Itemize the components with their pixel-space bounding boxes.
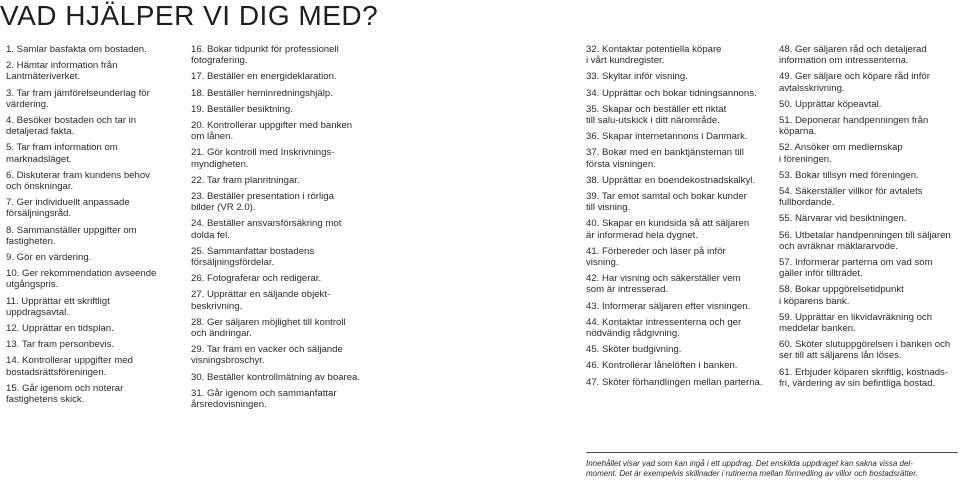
list-item: 14. Kontrollerar uppgifter med bostadsrättsföreningen. bbox=[6, 355, 133, 378]
list-item: 3. Tar fram jämförelseunderlag för värdering. bbox=[6, 87, 150, 110]
page-title: VAD HJÄLPER VI DIG MED? bbox=[0, 0, 379, 31]
list-item: 12. Upprättar en tidsplan. bbox=[6, 323, 114, 335]
list-item: 58. Bokar uppgörelsetidpunkt i köparens bank. bbox=[779, 284, 904, 307]
list-item: 9. Gör en värdering. bbox=[6, 252, 92, 264]
list-item: 43. Informerar säljaren efter visningen. bbox=[586, 300, 751, 312]
list-item: 48. Ger säljaren råd och detaljerad information om intressenterna. bbox=[779, 44, 927, 67]
service-list-column-2 bbox=[191, 44, 381, 415]
list-item: 30. Beställer kontrollmätning av boarea. bbox=[191, 371, 361, 383]
list-item: 13. Tar fram personbevis. bbox=[6, 339, 115, 351]
list-item: 57. Informerar parterna om vad som gäller inför tillträdet. bbox=[779, 257, 933, 280]
list-item: 21. Gör kontroll med Inskrivnings- myndigheten. bbox=[191, 147, 335, 170]
list-item: 42. Har visning och säkerställer vem som är intresserad. bbox=[586, 273, 741, 296]
list-item: 35. Skapar och beställer ett riktat till salu-utskick i ditt närområde. bbox=[586, 103, 727, 127]
list-item: 34. Upprättar och bokar tidningsannons. bbox=[586, 87, 757, 99]
list-item: 5. Tar fram information om marknadsläget. bbox=[6, 142, 118, 165]
list-item: 36. Skapar internetannons i Danmark. bbox=[586, 131, 748, 143]
footnote-divider bbox=[586, 452, 958, 453]
list-item: 31. Går igenom och sammanfattar årsredovisningen. bbox=[191, 387, 337, 411]
list-item: 44. Kontaktar intressenterna och ger nödvändig rådgivning. bbox=[586, 316, 742, 340]
list-item: 27. Upprättar en säljande objekt- beskrivning. bbox=[191, 289, 331, 312]
list-item: 45. Sköter budgivning. bbox=[586, 344, 682, 356]
list-item: 41. Förbereder och läser på inför visning. bbox=[586, 245, 726, 269]
list-item: 25. Sammanfattar bostadens försäljningsfördelar. bbox=[191, 245, 315, 269]
list-item: 39. Tar emot samtal och bokar kunder till visning. bbox=[586, 191, 747, 214]
list-item: 23. Beställer presentation i rörliga bilder (VR 2.0). bbox=[191, 191, 334, 214]
list-item: 19. Beställer besiktning. bbox=[191, 103, 293, 115]
list-item: 53. Bokar tillsyn med föreningen. bbox=[779, 169, 919, 181]
list-item: 29. Tar fram en vacker och säljande visningsbroschyr. bbox=[191, 344, 343, 367]
list-item: 33. Skyltar inför visning. bbox=[586, 71, 688, 83]
list-item: 52. Ansöker om medlemskap i föreningen. bbox=[779, 142, 903, 165]
list-item: 61. Erbjuder köparen skriftlig, kostnads- fri, värdering av sin befintliga bostad. bbox=[779, 366, 949, 389]
list-item: 8. Sammanställer uppgifter om fastigheten. bbox=[6, 224, 137, 247]
list-item: 26. Fotograferar och redigerar. bbox=[191, 273, 322, 285]
list-item: 10. Ger rekommendation avseende utgångspris. bbox=[6, 268, 157, 291]
list-item: 1. Samlar basfakta om bostaden. bbox=[6, 44, 147, 55]
list-item: 46. Kontrollerar lånelöften i banken. bbox=[586, 360, 738, 372]
list-item: 50. Upprättar köpeavtal. bbox=[779, 98, 882, 110]
list-item: 37. Bokar med en banktjänsteman till första visningen. bbox=[586, 147, 744, 170]
list-item: 51. Deponerar handpenningen från köparna. bbox=[779, 115, 929, 138]
list-item: 60. Sköter slutuppgörelsen i banken och ser till att säljarens lån löses. bbox=[779, 339, 951, 362]
list-item: 7. Ger individuellt anpassade försäljningsråd. bbox=[6, 197, 130, 220]
list-item: 32. Kontaktar potentiella köpare i vårt kundregister. bbox=[586, 44, 722, 67]
list-item: 24. Beställer ansvarsförsäkring mot dolda fel. bbox=[191, 218, 342, 241]
list-item: 56. Utbetalar handpenningen till säljaren och avräknar mäklararvode. bbox=[779, 229, 951, 252]
list-item: 22. Tar fram planritningar. bbox=[191, 174, 300, 186]
list-item: 54. Säkerställer villkor för avtalets fullbordande. bbox=[779, 186, 923, 209]
list-item: 47. Sköter förhandlingen mellan parterna. bbox=[586, 376, 763, 388]
list-item: 20. Kontrollerar uppgifter med banken om lånen. bbox=[191, 120, 353, 143]
list-item: 28. Ger säljaren möjlighet till kontroll och ändringar. bbox=[191, 316, 346, 340]
list-item: 6. Diskuterar fram kundens behov och önskningar. bbox=[6, 169, 150, 193]
list-item: 11. Upprättar ett skriftligt uppdragsavtal. bbox=[6, 295, 110, 318]
list-item: 38. Upprättar en boendekostnadskalkyl. bbox=[586, 174, 756, 186]
service-list-column-4 bbox=[779, 44, 959, 394]
list-item: 16. Bokar tidpunkt för professionell fotografering. bbox=[191, 44, 339, 67]
list-item: 17. Beställer en energideklaration. bbox=[191, 71, 337, 83]
list-item: 40. Skapar en kundsida så att säljaren är informerad hela dygnet. bbox=[586, 218, 750, 241]
service-list-column-1 bbox=[6, 44, 174, 410]
list-item: 59. Upprättar en likvidavräkning och meddelar banken. bbox=[779, 311, 933, 335]
service-list-column-3 bbox=[586, 44, 766, 393]
list-item: 55. Närvarar vid besiktningen. bbox=[779, 213, 907, 225]
list-item: 49. Ger säljare och köpare råd inför avtalsskrivning. bbox=[779, 71, 930, 94]
list-item: 18. Beställer heminredningshjälp. bbox=[191, 87, 333, 99]
list-item: 2. Hämtar information från Lantmäteriverket. bbox=[6, 60, 118, 83]
list-item: 4. Besöker bostaden och tar in detaljerad fakta. bbox=[6, 115, 137, 138]
list-item: 15. Går igenom och noterar fastighetens skick. bbox=[6, 382, 124, 406]
footnote: Innehållet visar vad som kan ingå i ett uppdrag. Det enskilda uppdraget kan sakna vissa del- moment. Det är exempelvis skillnader i rutinerna mellan förmedling av villor och bostadsrätter. bbox=[586, 459, 918, 478]
